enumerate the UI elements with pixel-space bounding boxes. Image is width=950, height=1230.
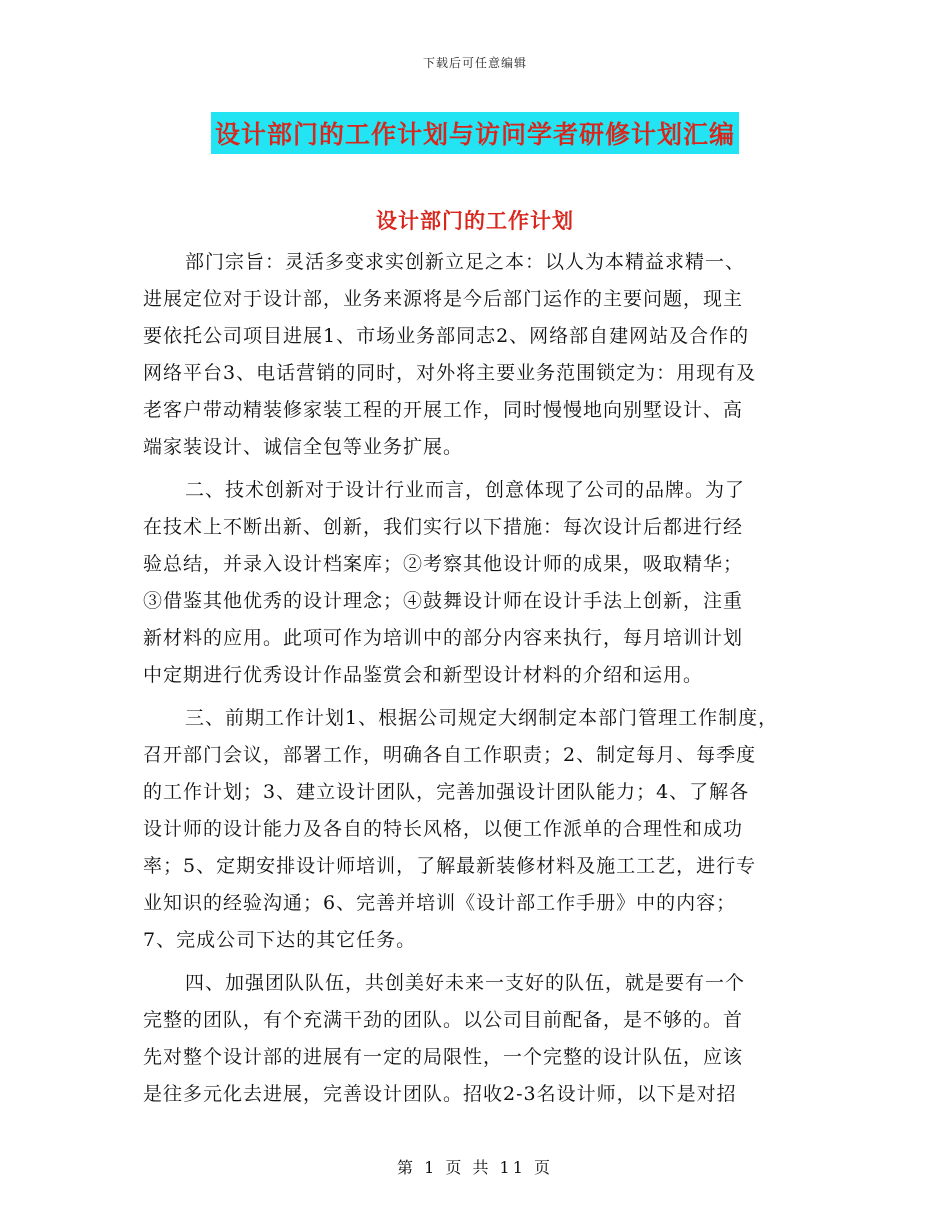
paragraph-line: 率；5、定期安排设计师培训，了解最新装修材料及施工工艺，进行专: [143, 855, 757, 877]
paragraph-line: 部门宗旨：灵活多变求实创新立足之本：以人为本精益求精一、: [185, 251, 746, 273]
paragraph-line: 先对整个设计部的进展有一定的局限性，一个完整的设计队伍，应该: [143, 1046, 744, 1068]
document-title: 设计部门的工作计划与访问学者研修计划汇编: [211, 112, 739, 154]
paragraph-line: 网络平台3、电话营销的同时，对外将主要业务范围锁定为：用现有及: [143, 362, 757, 384]
paragraph-line: 要依托公司项目进展1、市场业务部同志2、网络部自建网站及合作的: [143, 325, 750, 347]
paragraph-line: 验总结，并录入设计档案库；②考察其他设计师的成果，吸取精华；: [143, 553, 744, 575]
paragraph-line: 是往多元化去进展，完善设计团队。招收2-3名设计师，以下是对招: [143, 1083, 737, 1105]
paragraph-line: 进展定位对于设计部，业务来源将是今后部门运作的主要问题，现主: [143, 288, 744, 310]
paragraph-line: 中定期进行优秀设计作品鉴赏会和新型设计材料的介绍和运用。: [143, 664, 704, 686]
doc-title-wrap: [0, 112, 950, 154]
paragraph-line: 7、完成公司下达的其它任务。: [143, 929, 417, 951]
paragraph-line: 在技术上不断出新、创新，我们实行以下措施：每次设计后都进行经: [143, 516, 744, 538]
paragraph-line: 业知识的经验沟通；6、完善并培训《设计部工作手册》中的内容；: [143, 892, 737, 914]
paragraph-line: 设计师的设计能力及各自的特长风格，以便工作派单的合理性和成功: [143, 818, 744, 840]
paragraph-line: 新材料的应用。此项可作为培训中的部分内容来执行，每月培训计划: [143, 627, 744, 649]
paragraph-line: 完整的团队，有个充满干劲的团队。以公司目前配备，是不够的。首: [143, 1009, 744, 1031]
paragraph: [143, 965, 823, 1113]
paragraph-line: ③借鉴其他优秀的设计理念；④鼓舞设计师在设计手法上创新，注重: [143, 590, 744, 612]
paragraph-line: 四、加强团队队伍，共创美好未来一支好的队伍，就是要有一个: [185, 972, 746, 994]
section-title: 设计部门的工作计划: [376, 208, 574, 233]
paragraph-line: 召开部门会议，部署工作，明确各自工作职责；2、制定每月、每季度: [143, 744, 757, 766]
paragraph-line: 二、技术创新对于设计行业而言，创意体现了公司的品牌。为了: [185, 479, 746, 501]
paragraph: [143, 472, 823, 694]
paragraph: [143, 244, 823, 466]
header-note: 下载后可任意编辑: [422, 56, 527, 70]
paragraph: [143, 700, 823, 959]
paragraph-line: 的工作计划；3、建立设计团队，完善加强设计团队能力；4、了解各: [143, 781, 750, 803]
paragraph-line: 三、前期工作计划1、根据公司规定大纲制定本部门管理工作制度，: [185, 707, 779, 729]
document-body: [143, 244, 823, 1119]
paragraph-line: 老客户带动精装修家装工程的开展工作，同时慢慢地向别墅设计、高: [143, 399, 744, 421]
paragraph-line: 端家装设计、诚信全包等业务扩展。: [143, 436, 464, 458]
page-footer: 第 1 页 共 11 页: [397, 1158, 553, 1177]
